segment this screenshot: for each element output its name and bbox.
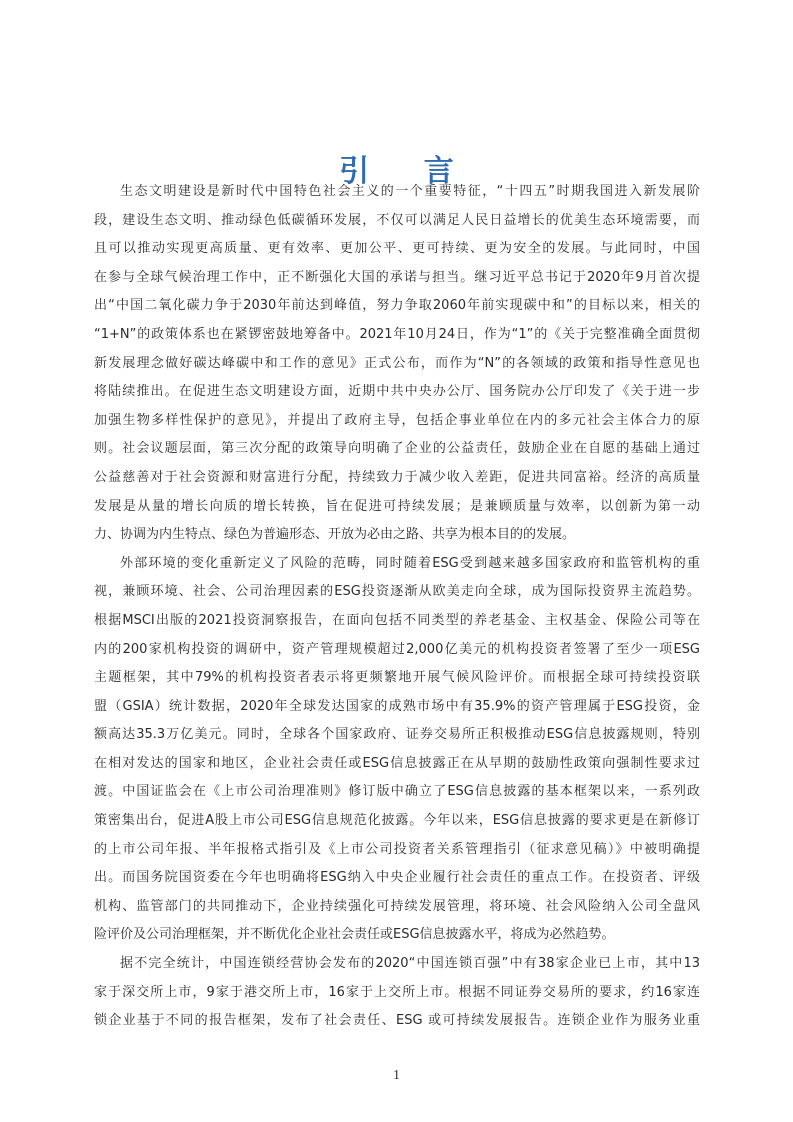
paragraph-2 [94, 550, 700, 950]
text-line: 的上市公司年报、半年报格式指引及《上市公司投资者关系管理指引（征求意见稿）》中被明确提 [94, 841, 700, 857]
text-line: 加强生物多样性保护的意见》，并提出了政府主导，包括企事业单位在内的多元社会主体合力的原 [94, 412, 700, 428]
text-line: 视，兼顾环境、社会、公司治理因素的ESG投资逐渐从欧美走向全球，成为国际投资界主流趋势。 [94, 584, 700, 600]
text-line: 则。社会议题层面，第三次分配的政策导向明确了企业的公益责任，鼓励企业在自愿的基础上通过 [94, 441, 700, 457]
text-line: 公益慈善对于社会资源和财富进行分配，持续致力于减少收入差距，促进共同富裕。经济的高质量 [94, 469, 700, 485]
text-line: 外部环境的变化重新定义了风险的范畴，同时随着ESG受到越来越多国家政府和监管机构的重 [120, 555, 700, 571]
text-line: 出。而国务院国资委在今年也明确将ESG纳入中央企业履行社会责任的重点工作。在投资者、评级 [94, 870, 700, 886]
text-line: 渡。中国证监会在《上市公司治理准则》修订版中确立了ESG信息披露的基本框架以来，一系列政 [94, 784, 700, 800]
text-line: 额高达35.3万亿美元。同时，全球各个国家政府、证券交易所正积极推动ESG信息披露规则，特别 [94, 727, 700, 743]
text-line: 家于深交所上市，9家于港交所上市，16家于上交所上市。根据不同证券交易所的要求，约16家连 [94, 984, 700, 1000]
text-line: 生态文明建设是新时代中国特色社会主义的一个重要特征，“十四五”时期我国进入新发展阶 [120, 184, 700, 199]
text-line: 力、协调为内生特点、绿色为普遍形态、开放为必由之路、共享为根本目的的发展。 [94, 527, 576, 543]
text-line: 锁企业基于不同的报告框架，发布了社会责任、ESG 或可持续发展报告。连锁企业作为服务业重 [94, 1013, 700, 1029]
body-text [94, 178, 700, 1036]
text-line: 机构、监管部门的共同推动下，企业持续强化可持续发展管理，将环境、社会风险纳入公司全盘风 [94, 898, 700, 914]
text-line: 主题框架，其中79%的机构投资者表示将更频繁地开展气候风险评价。而根据全球可持续投资联 [94, 670, 700, 686]
page-number: 1 [393, 1068, 400, 1083]
text-line: 将陆续推出。在促进生态文明建设方面，近期中共中央办公厅、国务院办公厅印发了《关于进一步 [94, 384, 700, 400]
text-line: 盟（GSIA）统计数据，2020年全球发达国家的成熟市场中有35.9%的资产管理属于ESG投资，金 [94, 698, 700, 714]
text-line: “1+N”的政策体系也在紧锣密鼓地筹备中。2021年10月24日，作为“1”的《关于完整准确全面贯彻 [94, 326, 700, 342]
text-line: 在参与全球气候治理工作中，正不断强化大国的承诺与担当。继习近平总书记于2020年9月首次提 [94, 269, 700, 285]
text-line: 新发展理念做好碳达峰碳中和工作的意见》正式公布，而作为“N”的各领域的政策和指导性意见也 [94, 355, 700, 371]
text-line: 发展是从量的增长向质的增长转换，旨在促进可持续发展；是兼顾质量与效率，以创新为第一动 [94, 498, 700, 514]
text-line: 出“中国二氧化碳力争于2030年前达到峰值，努力争取2060年前实现碳中和”的目标以来，相关的 [94, 298, 700, 314]
text-line: 据不完全统计，中国连锁经营协会发布的2020“中国连锁百强”中有38家企业已上市，其中13 [120, 956, 700, 972]
text-line: 根据MSCI出版的2021投资洞察报告，在面向包括不同类型的养老基金、主权基金、保险公司等在 [94, 612, 700, 628]
text-line: 在相对发达的国家和地区，企业社会责任或ESG信息披露正在从早期的鼓励性政策向强制性要求过 [94, 755, 700, 771]
text-line: 险评价及公司治理框架，并不断优化企业社会责任或ESG信息披露水平，将成为必然趋势。 [94, 927, 615, 943]
paragraph-3 [94, 950, 700, 1036]
text-line: 策密集出台，促进A股上市公司ESG信息规范化披露。今年以来，ESG信息披露的要求更是在新修订 [94, 813, 700, 829]
paragraph-1 [94, 178, 700, 550]
text-line: 且可以推动实现更高质量、更有效率、更加公平、更可持续、更为安全的发展。与此同时，中国 [94, 241, 700, 257]
text-line: 内的200家机构投资的调研中，资产管理规模超过2,000亿美元的机构投资者签署了至少一项ESG [94, 641, 700, 657]
page-title: 引 言 [339, 154, 476, 189]
text-line: 段，建设生态文明、推动绿色低碳循环发展，不仅可以满足人民日益增长的优美生态环境需要，而 [94, 212, 700, 228]
